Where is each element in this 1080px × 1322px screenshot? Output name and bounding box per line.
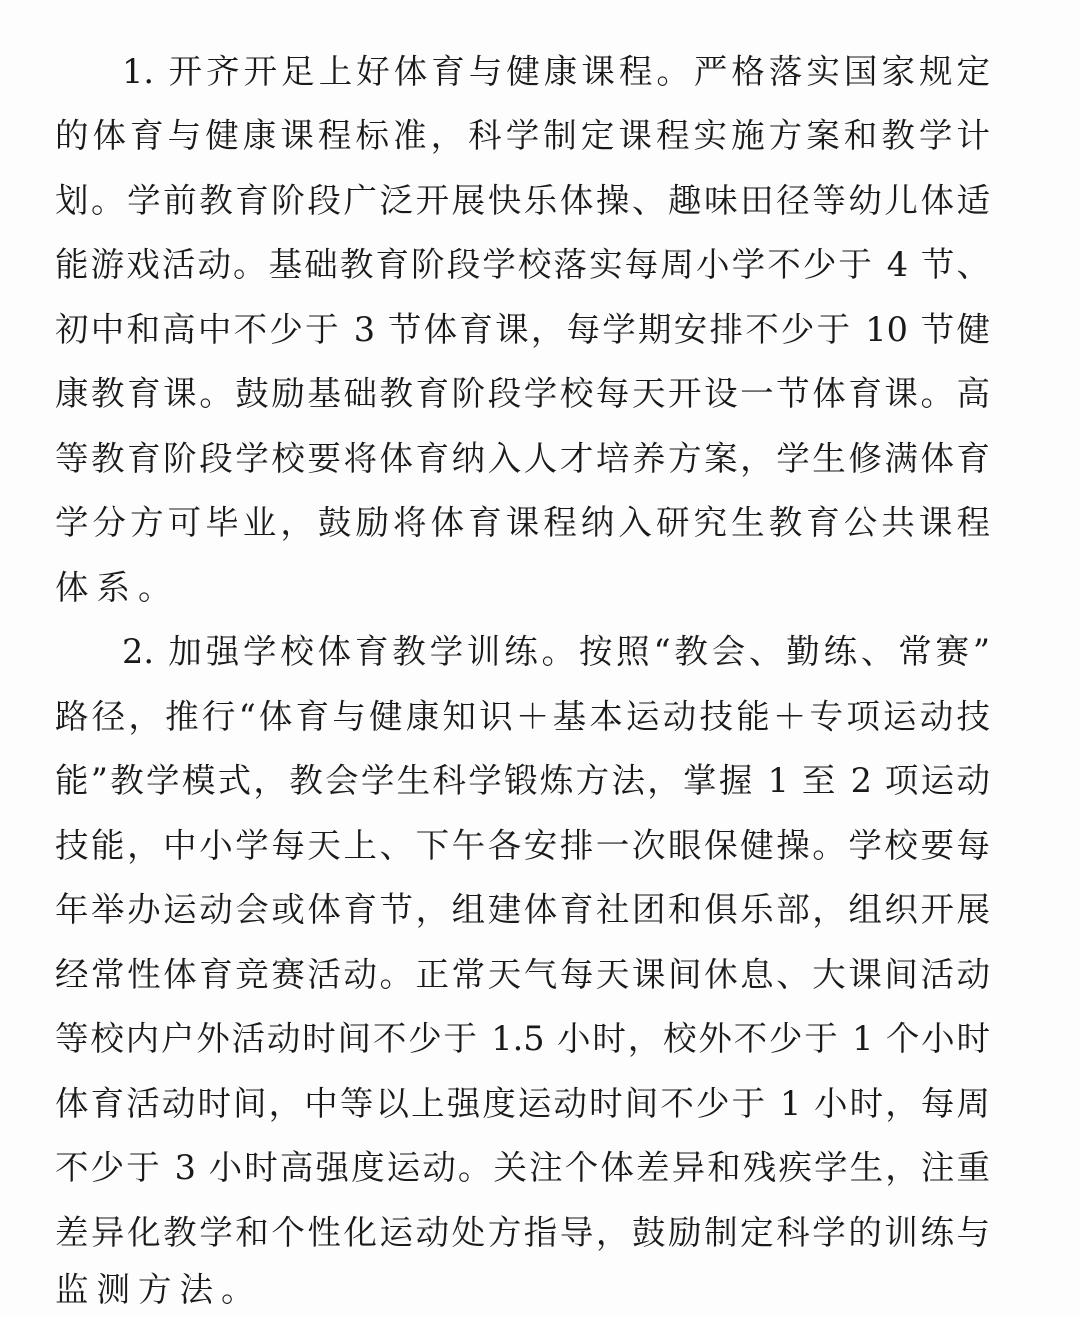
paragraph-2-line-10: 差异化教学和个性化运动处方指导，鼓励制定科学的训练与 [55,1213,990,1252]
paragraph-2-line-5: 年举办运动会或体育节，组建体育社团和俱乐部，组织开展 [55,890,990,929]
paragraph-1-line-2: 的体育与健康课程标准，科学制定课程实施方案和教学计 [55,116,990,155]
paragraph-1-line-3: 划。学前教育阶段广泛开展快乐体操、趣味田径等幼儿体适 [55,181,990,220]
paragraph-2-line-3: 能”教学模式，教会学生科学锻炼方法，掌握 1 至 2 项运动 [55,761,990,800]
paragraph-1-line-7: 等教育阶段学校要将体育纳入人才培养方案，学生修满体育 [55,439,990,478]
paragraph-2-line-8: 体育活动时间，中等以上强度运动时间不少于 1 小时，每周 [55,1084,990,1123]
paragraph-2-line-6: 经常性体育竞赛活动。正常天气每天课间休息、大课间活动 [55,955,990,994]
paragraph-1-line-9: 体系。 [55,568,180,607]
paragraph-2-line-1: 2. 加强学校体育教学训练。按照“教会、勤练、常赛” [122,632,990,671]
paragraph-1-line-1: 1. 开齐开足上好体育与健康课程。严格落实国家规定 [122,52,990,91]
paragraph-1-line-5: 初中和高中不少于 3 节体育课，每学期安排不少于 10 节健 [55,310,990,349]
paragraph-2-line-2: 路径，推行“体育与健康知识＋基本运动技能＋专项运动技 [55,697,990,736]
paragraph-1-line-4: 能游戏活动。基础教育阶段学校落实每周小学不少于 4 节、 [55,245,990,284]
paragraph-1-line-8: 学分方可毕业，鼓励将体育课程纳入研究生教育公共课程 [55,503,990,542]
paragraph-2-line-9: 不少于 3 小时高强度运动。关注个体差异和残疾学生，注重 [55,1148,990,1187]
paragraph-2-line-7: 等校内户外活动时间不少于 1.5 小时，校外不少于 1 个小时 [55,1019,990,1058]
paragraph-2-line-4: 技能，中小学每天上、下午各安排一次眼保健操。学校要每 [55,826,990,865]
paragraph-2-line-11: 监测方法。 [55,1270,263,1309]
paragraph-1-line-6: 康教育课。鼓励基础教育阶段学校每天开设一节体育课。高 [55,374,990,413]
